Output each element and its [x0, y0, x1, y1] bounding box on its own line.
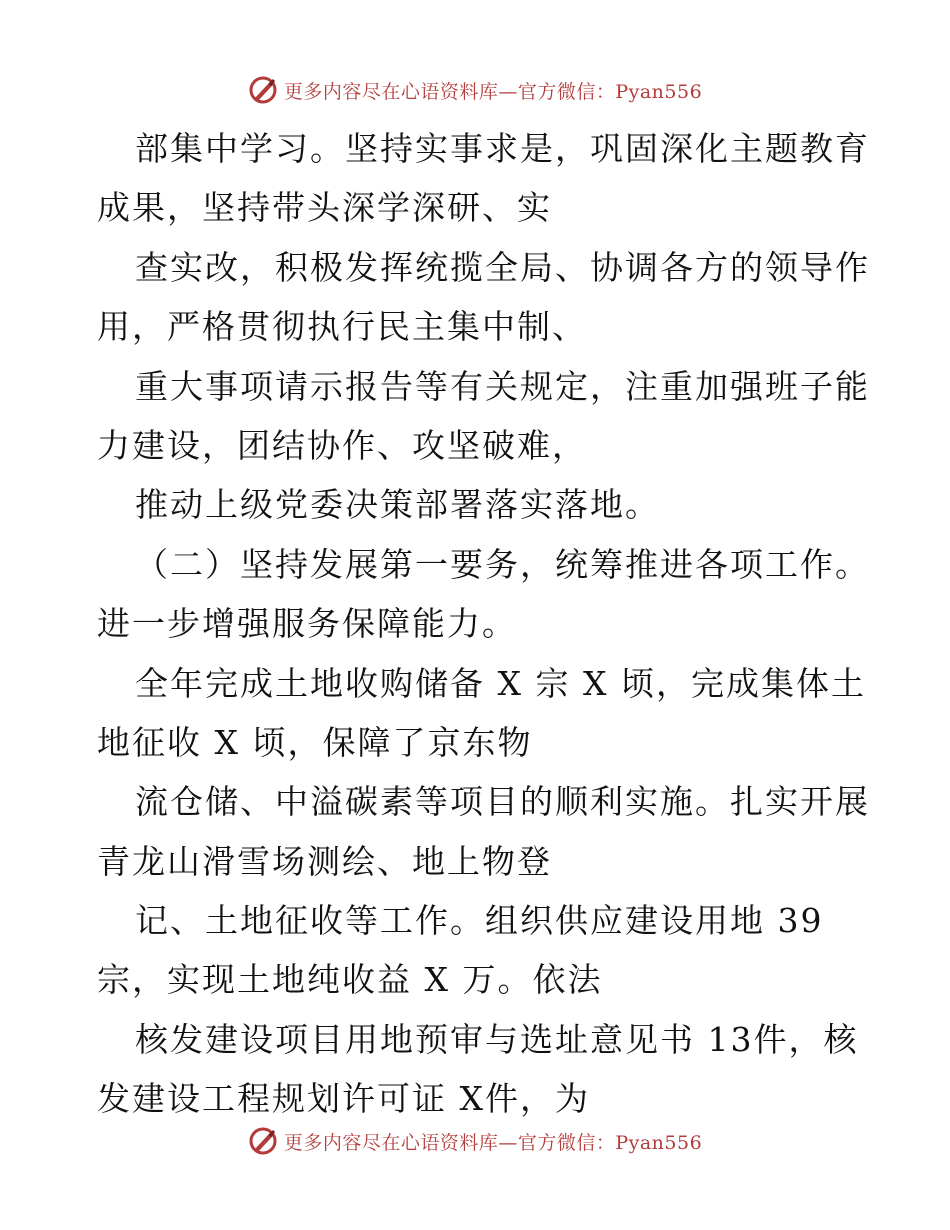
text-line: 重大事项请示报告等有关规定，注重加强班子能: [135, 366, 870, 406]
text-line: 青龙山滑雪场测绘、地上物登: [97, 841, 552, 881]
pen-logo-icon: [248, 1126, 278, 1156]
text-line: 地征收 X 顷，保障了京东物: [97, 722, 533, 762]
text-line: 全年完成土地收购储备 X 宗 X 顷，完成集体土: [135, 663, 866, 703]
text-line: 记、土地征收等工作。组织供应建设用地 39: [135, 901, 824, 941]
section-heading-line: （二）坚持发展第一要务，统筹推进各项工作。: [135, 544, 870, 584]
pen-logo-icon: [248, 75, 278, 105]
watermark-text: 更多内容尽在心语资料库—官方微信：Pyan556: [283, 1131, 703, 1154]
text-line: 用，严格贯彻执行民主集中制、: [97, 307, 587, 347]
watermark-text: 更多内容尽在心语资料库—官方微信：Pyan556: [283, 80, 703, 103]
text-line: 进一步增强服务保障能力。: [97, 604, 517, 644]
watermark-header: [0, 70, 950, 110]
text-line: 宗，实现土地纯收益 X 万。依法: [97, 960, 603, 1000]
text-line: 发建设工程规划许可证 X件，为: [97, 1079, 590, 1119]
text-line: 成果，坚持带头深学深研、实: [97, 188, 552, 228]
text-line: 部集中学习。坚持实事求是，巩固深化主题教育: [135, 129, 870, 168]
text-line: 推动上级党委决策部署落实落地。: [135, 485, 660, 525]
text-line: 力建设，团结协作、攻坚破难，: [97, 425, 587, 465]
text-line: 流仓储、中溢碳素等项目的顺利实施。扎实开展: [135, 782, 870, 822]
text-line: 核发建设项目用地预审与选址意见书 13件，核: [135, 1019, 859, 1059]
document-body: [97, 119, 870, 1129]
text-line: 查实改，积极发挥统揽全局、协调各方的领导作: [135, 247, 870, 287]
watermark-footer: [0, 1121, 950, 1161]
